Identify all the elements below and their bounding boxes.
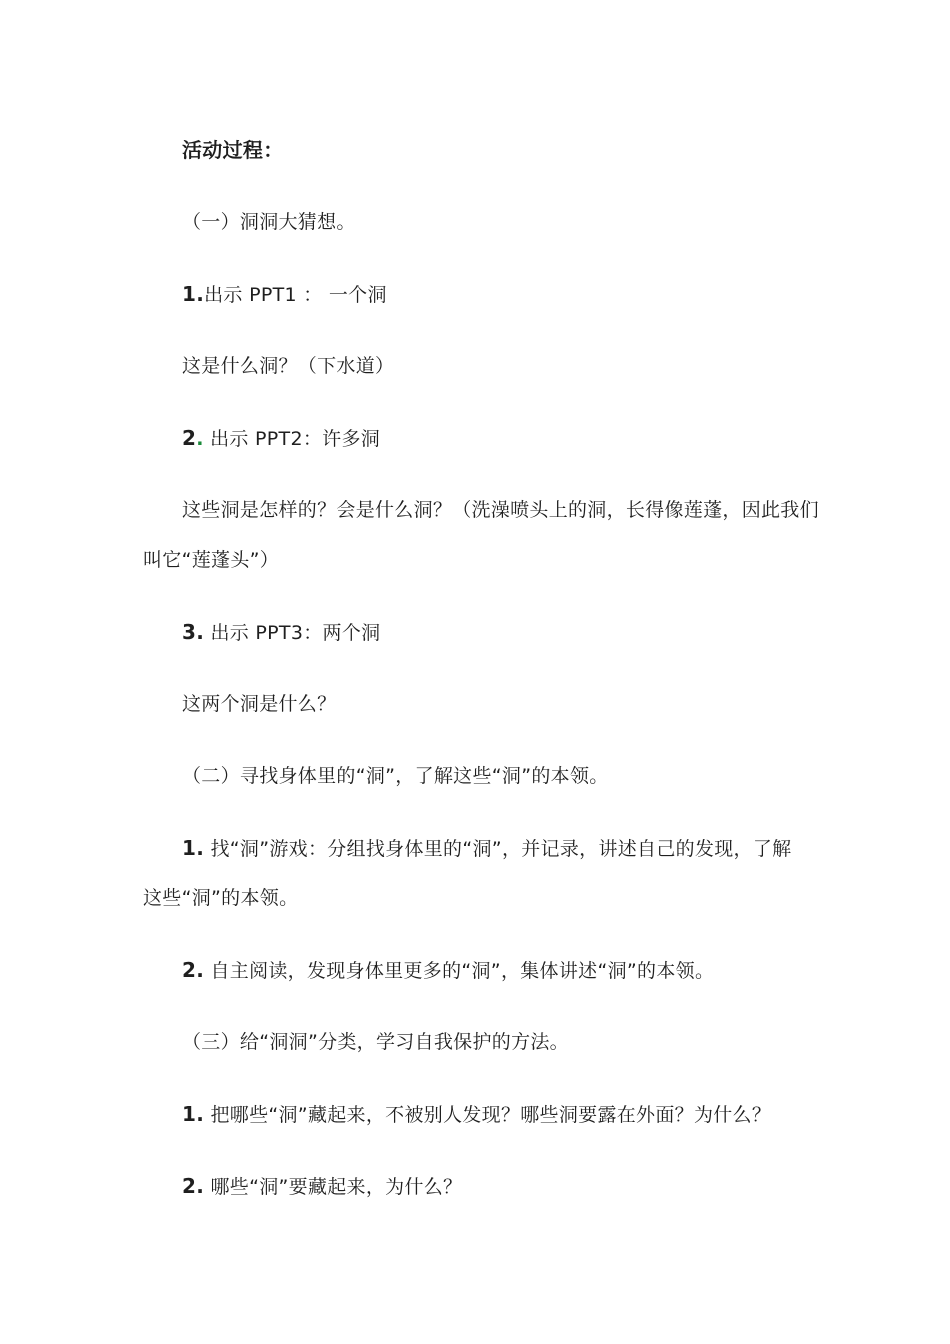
section3-item1 — [182, 1101, 771, 1128]
item-number: 1. — [182, 836, 205, 860]
item-text: 哪些“洞”要藏起来，为什么？ — [204, 1176, 463, 1198]
section2-item1-line2: 这些“洞”的本领。 — [143, 887, 299, 909]
section1-title: （一）洞洞大猜想。 — [182, 211, 356, 233]
item-number: 2. — [182, 958, 205, 982]
item-text: 把哪些“洞”藏起来，不被别人发现？哪些洞要露在外面？为什么？ — [204, 1104, 772, 1126]
section3-item2 — [182, 1173, 462, 1200]
section2-title: （二）寻找身体里的“洞”，了解这些“洞”的本领。 — [182, 765, 609, 787]
section1-question2-line1: 这些洞是怎样的？会是什么洞？（洗澡喷头上的洞，长得像莲蓬，因此我们 — [182, 499, 819, 521]
section1-question3: 这两个洞是什么？ — [182, 693, 337, 715]
section2-item2 — [182, 957, 714, 984]
section1-question1: 这是什么洞？（下水道） — [182, 355, 395, 377]
item-text: 出示 PPT2：许多洞 — [203, 428, 381, 450]
item-text: 自主阅读，发现身体里更多的“洞”，集体讲述“洞”的本领。 — [204, 960, 715, 982]
section2-item1-line1 — [182, 835, 791, 862]
section1-question2-line2: 叫它“莲蓬头”） — [143, 549, 280, 571]
section3-title: （三）给“洞洞”分类，学习自我保护的方法。 — [182, 1031, 569, 1053]
item-text: 出示 PPT1 ： 一个洞 — [204, 284, 387, 306]
item-number: 2 — [182, 426, 197, 450]
section1-item3 — [182, 619, 380, 646]
item-number: 3. — [182, 620, 205, 644]
item-number-dot: . — [196, 428, 204, 450]
item-number: 1. — [182, 1102, 205, 1126]
section1-item2 — [182, 425, 380, 452]
section1-item1 — [182, 281, 387, 308]
activity-process-heading: 活动过程： — [182, 138, 284, 162]
item-number: 2. — [182, 1174, 205, 1198]
item-text: 找“洞”游戏：分组找身体里的“洞”，并记录，讲述自己的发现，了解 — [204, 838, 792, 860]
item-number: 1. — [182, 282, 205, 306]
item-text: 出示 PPT3：两个洞 — [204, 622, 381, 644]
